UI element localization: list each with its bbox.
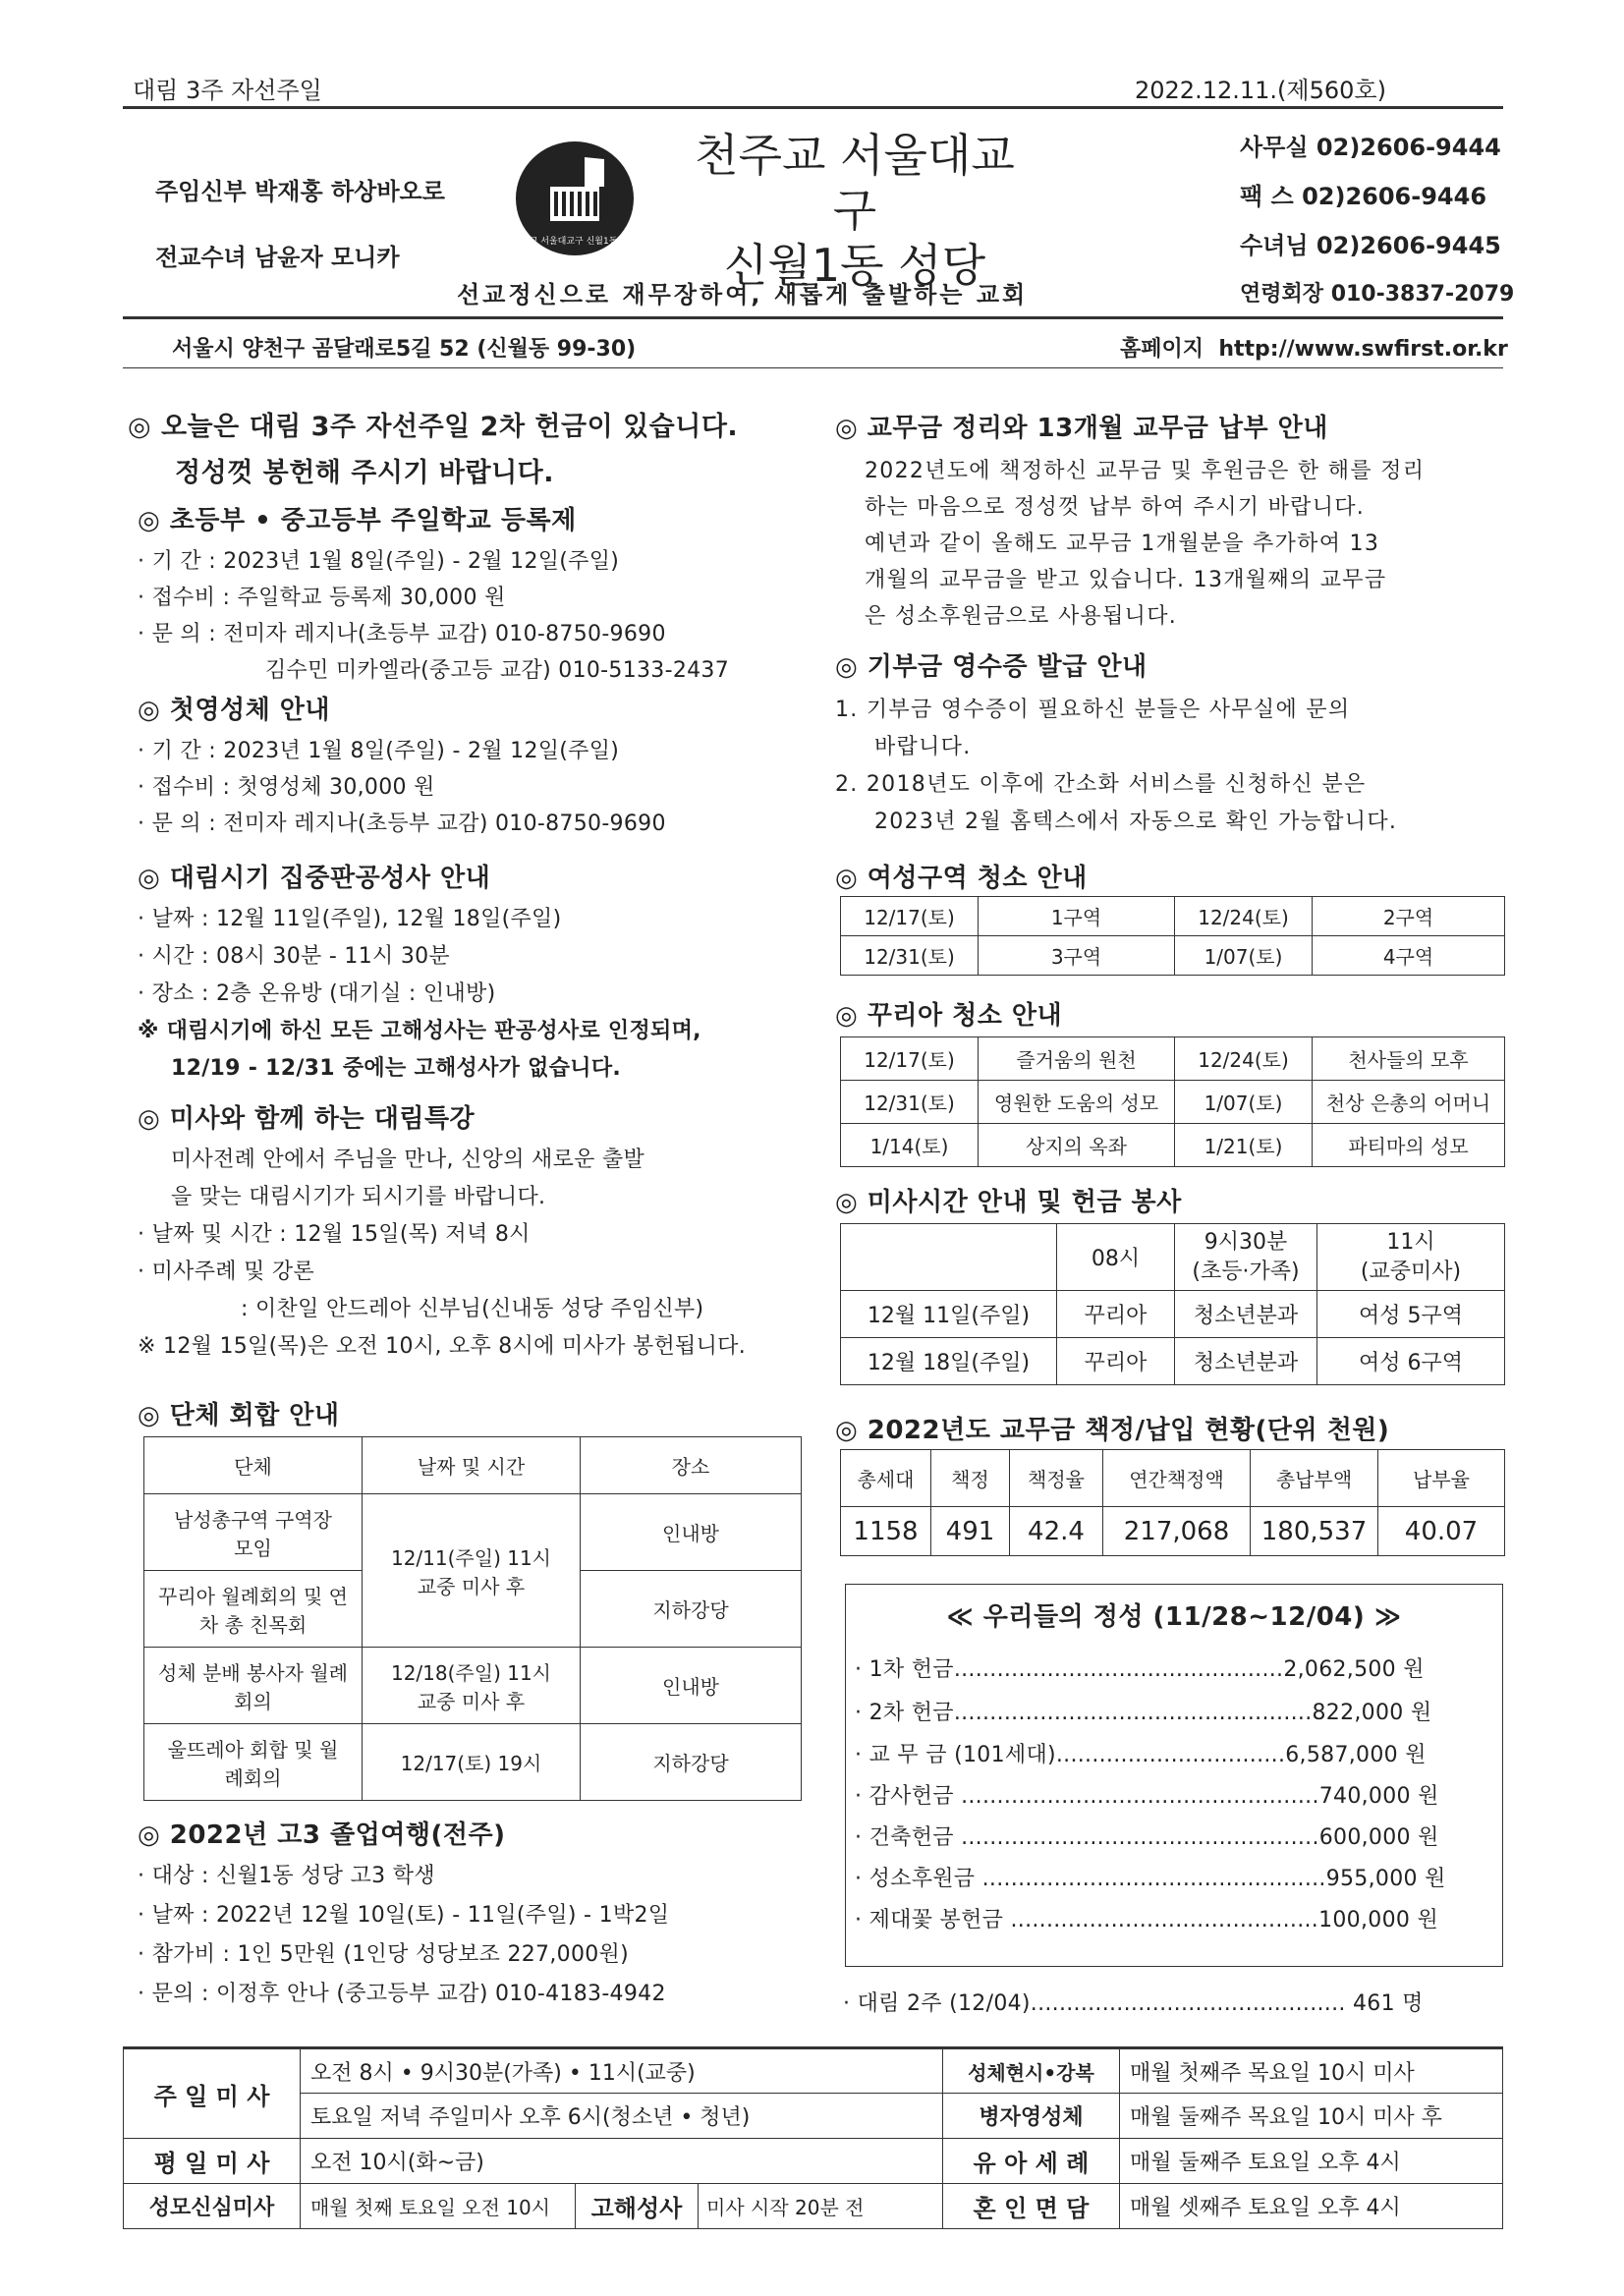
- homepage-link[interactable]: http://www.swfirst.or.kr: [1218, 337, 1508, 362]
- curia-table: 12/17(토) 즐거움의 원천 12/24(토) 천사들의 모후 12/31(토) 영원한 도움의 성모 1/07(토) 천상 은총의 어머니 1/14(토) 상지의 옥좌 1/21(토) 파티마의 성모: [840, 1036, 1505, 1167]
- trip-section: ◎ 2022년 고3 졸업여행(전주) · 대상 : 신월1동 성당 고3 학생 · 날짜 : 2022년 12월 10일(토) - 11일(주일) - 1박2일 · 참가비 : 1인 5만원 (1인당 성당보조 227,000원) · 문의 : 이정후 안나 (중고등부 교감) 010-4183-4942: [138, 1816, 669, 2014]
- church-logo: [511, 138, 639, 265]
- lecture-section: ◎ 미사와 함께 하는 대림특강 미사전례 안에서 주님을 만나, 신앙의 새로운 출발 을 맞는 대림시기가 되시기를 바랍니다. · 날짜 및 시간 : 12월 15일(목) 저녁 8시 · 미사주례 및 강론 : 이찬일 안드레아 신부님(신내동 성당 주임신부) ※ 12월 15일(목)은 오전 10시, 오후 8시에 미사가 봉헌됩니다.: [138, 1100, 746, 1366]
- dues-section: ◎ 교무금 정리와 13개월 교무금 납부 안내 2022년도에 책정하신 교무금 및 후원금은 한 해를 정리 하는 마음으로 정성껏 납부 하여 주시기 바랍니다. 예년과 같이 올해도 교무금 1개월분을 추가하여 13 개월의 교무금을 받고 있습니다. 13개월째의 교무금 은 성소후원금으로 사용됩니다.: [835, 411, 1425, 635]
- offering-item: · 건축헌금 ..................................................600,000 원: [855, 1825, 1439, 1850]
- mass-table: 08시 9시30분 (초등·가족) 11시 (교중미사) 12월 11일(주일) 꾸리아 청소년분과 여성 5구역 12월 18일(주일) 꾸리아 청소년분과 여성 6구역: [840, 1223, 1505, 1385]
- offering-list: [855, 1649, 1493, 1941]
- offering-item: · 성소후원금 ................................................955,000 원: [855, 1867, 1446, 1891]
- title-line-1: 천주교 서울대교구: [695, 129, 1015, 237]
- weekday-mass-label: 평 일 미 사: [124, 2139, 301, 2184]
- issue-date: 2022.12.11.(제560호): [1135, 77, 1386, 104]
- title-line-2: 신월1동 성당: [723, 239, 986, 292]
- header-top-left: 대림 3주 자선주일: [133, 77, 322, 104]
- mass-title: ◎ 미사시간 안내 및 헌금 봉사: [835, 1188, 1182, 1217]
- contact-nun: 수녀님 02)2606-9445: [1240, 232, 1501, 259]
- church-motto: 선교정신으로 재무장하여, 새롭게 출발하는 교회: [457, 281, 1029, 308]
- contacts: [1240, 128, 1515, 308]
- schedule-table: 주 일 미 사 오전 8시 • 9시30분(가족) • 11시(교중) 성체현시•강복 매월 첫째주 목요일 10시 미사 토요일 저녁 주일미사 오후 6시(청소년 • 청년) 병자영성체 매월 둘째주 목요일 10시 미사 후 평 일 미 사 오전 10시(화~금) 유 아 세 례 매월 둘째주 토요일 오후 4시 성모신심미사 매월 첫째 토요일 오전 10시 고해성사 미사 시작 20분 전 혼 인 면 담 매월 셋째주 토요일 오후 4시: [123, 2046, 1503, 2229]
- pastor-name: 주임신부 박재홍 하상바오로: [155, 178, 445, 205]
- lecture-title: ◎ 미사와 함께 하는 대림특강: [138, 1104, 476, 1134]
- receipt-title: ◎ 기부금 영수증 발급 안내: [835, 652, 1148, 682]
- nun-name: 전교수녀 남윤자 모니카: [155, 244, 400, 271]
- meetings-table: 단체 날짜 및 시간 장소 남성총구역 구역장 모임 12/11(주일) 11시 교중 미사 후 인내방 꾸리아 월례회의 및 연차 총 친목회 지하강당 성체 분배 봉사자 월례회의 12/18(주일) 11시 교중 미사 후 인내방 울뜨레아 회합 및 월례회의 12/17(토) 19시 지하강당: [143, 1436, 802, 1801]
- contact-office: 사무실 02)2606-9444: [1240, 134, 1501, 161]
- attendance: · 대림 2주 (12/04)............................................ 461 명: [843, 1991, 1424, 2016]
- communion-section: ◎ 첫영성체 안내 · 기 간 : 2023년 1월 8일(주일) - 2월 12일(주일) · 접수비 : 첫영성체 30,000 원 · 문 의 : 전미자 레지나(초등부 교감) 010-8750-9690: [138, 693, 666, 842]
- status-title: ◎ 2022년도 교무금 책정/납입 현황(단위 천원): [835, 1416, 1390, 1445]
- women-table: 12/17(토) 1구역 12/24(토) 2구역 12/31(토) 3구역 1/07(토) 4구역: [840, 896, 1505, 976]
- confession-title: ◎ 대림시기 집중판공성사 안내: [138, 864, 491, 893]
- meetings-title: ◎ 단체 회합 안내: [138, 1401, 340, 1430]
- confession-section: ◎ 대림시기 집중판공성사 안내 · 날짜 : 12월 11일(주일), 12월 18일(주일) · 시간 : 08시 30분 - 11시 30분 · 장소 : 2층 온유방 (대기실 : 인내방) ※ 대림시기에 하신 모든 고해성사는 판공성사로 인정되며, 12/19 - 12/31 중에는 고해성사가 없습니다.: [138, 860, 701, 1088]
- sunday-mass-label: 주 일 미 사: [124, 2048, 301, 2139]
- header-divider: [123, 106, 1503, 109]
- offering-title: ≪ 우리들의 정성 (11/28~12/04) ≫: [946, 1602, 1402, 1632]
- offering-item: · 감사헌금 ..................................................740,000 원: [855, 1784, 1439, 1809]
- header-divider-2: [123, 316, 1503, 319]
- offering-item: · 1차 헌금..............................................2,062,500 원: [855, 1657, 1425, 1682]
- homepage: 홈페이지 http://www.swfirst.or.kr: [1120, 337, 1508, 362]
- school-section: ◎ 초등부 • 중고등부 주일학교 등록제 · 기 간 : 2023년 1월 8일(주일) - 2월 12일(주일) · 접수비 : 주일학교 등록제 30,000 원 · 문 의 : 전미자 레지나(초등부 교감) 010-8750-9690 김수민 미카엘라(중고등 교감) 010-5133-2437: [138, 503, 729, 689]
- address: 서울시 양천구 곰달래로5길 52 (신월동 99-30): [172, 337, 637, 362]
- trip-title: ◎ 2022년 고3 졸업여행(전주): [138, 1820, 506, 1850]
- contact-fax: 팩 스 02)2606-9446: [1240, 183, 1487, 210]
- notice-offering-2: 정성껏 봉헌해 주시기 바랍니다.: [175, 458, 555, 488]
- communion-title: ◎ 첫영성체 안내: [138, 696, 330, 725]
- notice-offering: ◎ 오늘은 대림 3주 자선주일 2차 헌금이 있습니다.: [128, 412, 739, 442]
- header-divider-3: [123, 367, 1503, 368]
- offering-item: · 교 무 금 (101세대)................................6,587,000 원: [855, 1743, 1427, 1767]
- offering-item: · 제대꽃 봉헌금 ...........................................100,000 원: [855, 1908, 1439, 1932]
- svg-text:천주교 서울대교구 신월1동 성당: 천주교 서울대교구 신월1동 성당: [512, 237, 638, 247]
- receipt-section: ◎ 기부금 영수증 발급 안내 1. 기부금 영수증이 필요하신 분들은 사무실에 문의 바랍니다. 2. 2018년도 이후에 간소화 서비스를 신청하신 분은 2023년 2월 홈텍스에서 자동으로 확인 가능합니다.: [835, 648, 1397, 841]
- status-table: 총세대 책정 책정율 연간책정액 총납부액 납부율 1158 491 42.4 217,068 180,537 40.07: [840, 1449, 1505, 1556]
- curia-title: ◎ 꾸리아 청소 안내: [835, 1001, 1063, 1031]
- women-title: ◎ 여성구역 청소 안내: [835, 864, 1088, 893]
- contact-funeral: 연령회장 010-3837-2079: [1240, 282, 1515, 307]
- school-title: ◎ 초등부 • 중고등부 주일학교 등록제: [138, 506, 577, 535]
- dues-title: ◎ 교무금 정리와 13개월 교무금 납부 안내: [835, 414, 1328, 443]
- church-title: [678, 128, 1032, 293]
- offering-item: · 2차 헌금..................................................822,000 원: [855, 1701, 1432, 1725]
